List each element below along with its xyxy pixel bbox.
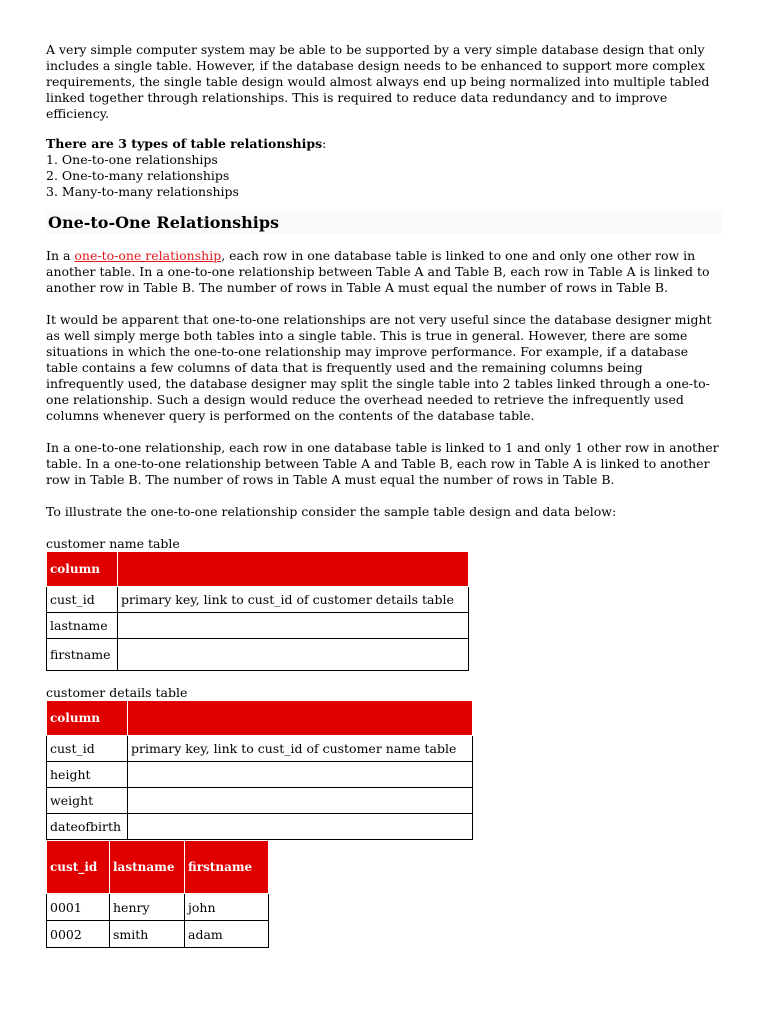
intro-paragraph: A very simple computer system may be able to be supported by a very simple database design that only includes a single table. However, if the database design needs to be enhanced to support more complex requirements, the single table design would almost always end up being normalized into multiple tabled linked together through relationships. This is required to reduce data redundancy and to improve efficiency. xyxy=(46,42,710,121)
table-cell: 0002 xyxy=(47,921,110,948)
table-row xyxy=(47,788,473,814)
table-cell: primary key, link to cust_id of customer name table xyxy=(128,736,473,762)
sample-data-table xyxy=(46,840,269,948)
table-row xyxy=(47,894,269,921)
table-header-cell: firstname xyxy=(185,841,269,894)
table-cell: cust_id xyxy=(47,736,128,762)
list-item: 2. One-to-many relationships xyxy=(46,168,230,183)
customer-details-table xyxy=(46,700,473,840)
table-cell: john xyxy=(185,894,269,921)
table-row xyxy=(47,736,473,762)
table-cell: firstname xyxy=(47,639,118,671)
section-heading: One-to-One Relationships xyxy=(46,212,722,234)
list-item: 1. One-to-one relationships xyxy=(46,152,218,167)
table-row xyxy=(47,921,269,948)
paragraph-2: It would be apparent that one-to-one relationships are not very useful since the database designer might as well simply merge both tables into a single table. This is true in general. However, there are some situations in which the one-to-one relationship may improve performance. For example, if a database table contains a few columns of data that is frequently used and the remaining columns being infrequently used, the database designer may split the single table into 2 tables linked through a one-to-one relationship. Such a design would reduce the overhead needed to retrieve the infrequently used columns whenever query is performed on the contents of the database table. xyxy=(46,312,712,423)
table-header-cell: column xyxy=(47,701,128,736)
customer-details-table-caption: customer details table xyxy=(46,685,188,700)
customer-name-table-caption: customer name table xyxy=(46,536,180,551)
relationship-types-list xyxy=(46,152,720,200)
table-cell: dateofbirth xyxy=(47,814,128,840)
table-cell: height xyxy=(47,762,128,788)
table-cell: adam xyxy=(185,921,269,948)
table-cell: smith xyxy=(110,921,185,948)
types-heading-colon: : xyxy=(322,136,327,151)
table-header-cell: cust_id xyxy=(47,841,110,894)
table-cell: henry xyxy=(110,894,185,921)
table-row xyxy=(47,587,469,613)
table-row xyxy=(47,613,469,639)
one-to-one-relationship-link[interactable]: one-to-one relationship xyxy=(74,248,222,263)
table-cell: primary key, link to cust_id of customer details table xyxy=(118,587,469,613)
table-cell xyxy=(118,639,469,671)
table-cell xyxy=(118,613,469,639)
list-item: 3. Many-to-many relationships xyxy=(46,184,239,199)
table-cell: weight xyxy=(47,788,128,814)
table-header-cell xyxy=(128,701,473,736)
table-header-row xyxy=(47,552,469,587)
table-row xyxy=(47,639,469,671)
table-cell: 0001 xyxy=(47,894,110,921)
table-header-cell xyxy=(118,552,469,587)
paragraph-4: To illustrate the one-to-one relationship consider the sample table design and data below: xyxy=(46,504,617,519)
table-cell: cust_id xyxy=(47,587,118,613)
table-row xyxy=(47,814,473,840)
table-cell xyxy=(128,814,473,840)
paragraph-3: In a one-to-one relationship, each row in one database table is linked to 1 and only 1 other row in another table. In a one-to-one relationship between Table A and Table B, each row in Table A is linked to another row in Table B. The number of rows in Table A must equal the number of rows in Table B. xyxy=(46,440,719,487)
table-cell xyxy=(128,788,473,814)
table-header-row xyxy=(47,701,473,736)
table-cell: lastname xyxy=(47,613,118,639)
table-cell xyxy=(128,762,473,788)
table-row xyxy=(47,762,473,788)
types-heading-text: There are 3 types of table relationships xyxy=(46,136,323,151)
document-page xyxy=(46,42,720,948)
paragraph-1 xyxy=(46,248,720,296)
para1-suffix: , each row in one database table is linked to one and only one other row in another table. In a one-to-one relationship between Table A and Table B, each row in Table A is linked to another row in Table B. The number of rows in Table A must equal the number of rows in Table B. xyxy=(46,248,710,295)
customer-name-table xyxy=(46,551,469,671)
relationship-types-heading xyxy=(46,136,720,152)
table-header-cell: column xyxy=(47,552,118,587)
para1-prefix: In a xyxy=(46,248,75,263)
table-header-cell: lastname xyxy=(110,841,185,894)
table-header-row xyxy=(47,841,269,894)
